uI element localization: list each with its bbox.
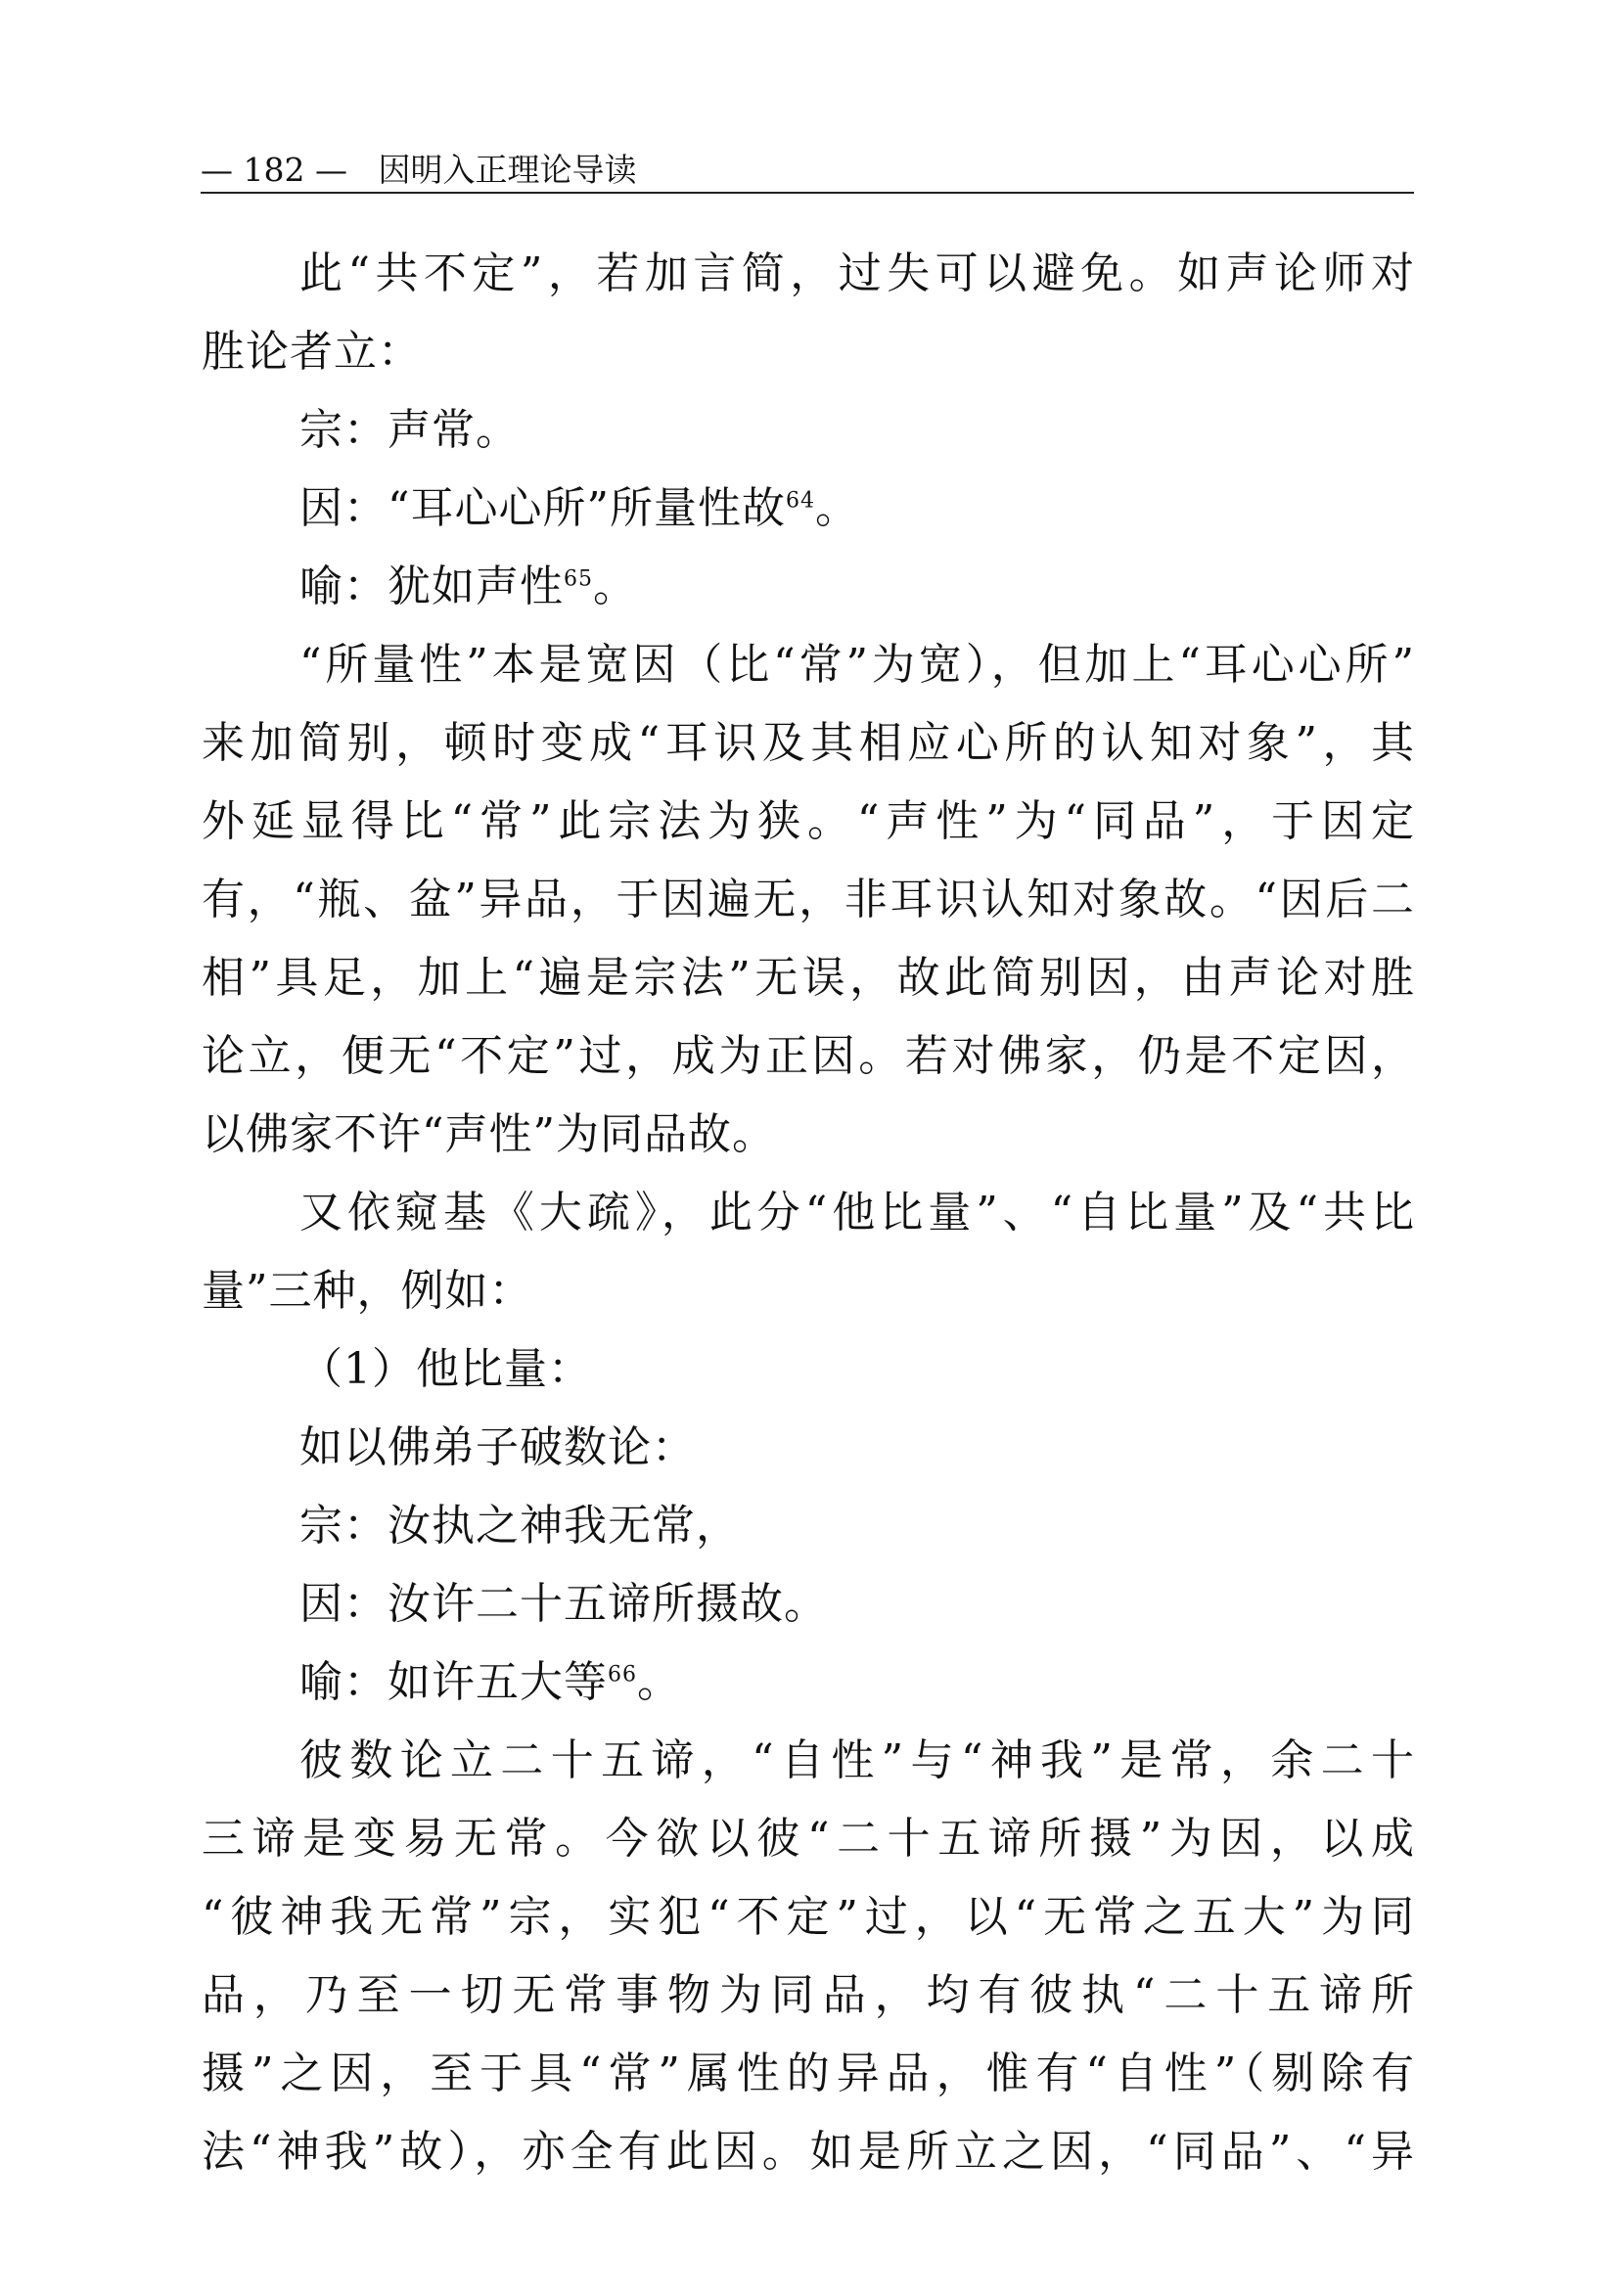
text-line: 来加简别，顿时变成“耳识及其相应心所的认知对象”，其 bbox=[202, 718, 1415, 768]
text-line: 量”三种，例如： bbox=[202, 1266, 533, 1316]
running-header bbox=[201, 145, 636, 191]
text-line: 摄”之因，至于具“常”属性的异品，惟有“自性”（剔除有 bbox=[202, 2048, 1415, 2098]
paragraph bbox=[202, 235, 1415, 313]
syllogism-thesis: 宗：汝执之神我无常， bbox=[299, 1501, 740, 1551]
header-rule bbox=[201, 192, 1414, 194]
text-line: 三谛是变易无常。今欲以彼“二十五谛所摄”为因，以成 bbox=[202, 1814, 1415, 1864]
page-number: — 182 — bbox=[201, 151, 347, 189]
text-line: 论立，便无“不定”过，成为正因。若对佛家，仍是不定因， bbox=[202, 1031, 1415, 1081]
text-line: 外延显得比“常”此宗法为狭。“声性”为“同品”，于因定 bbox=[202, 796, 1415, 846]
text-line: 有，“瓶、盆”异品，于因遍无，非耳识认知对象故。“因后二 bbox=[202, 875, 1415, 924]
text-line: 以佛家不许“声性”为同品故。 bbox=[202, 1109, 776, 1159]
syllogism-example: 喻：如许五大等$^{66}$。 bbox=[299, 1657, 681, 1707]
text-line: “彼神我无常”宗，实犯“不定”过，以“无常之五大”为同 bbox=[202, 1892, 1415, 1942]
book-title: 因明入正理论导读 bbox=[378, 151, 637, 189]
text-line: 如以佛弟子破数论： bbox=[299, 1422, 696, 1472]
paragraph: “所量性”本是宽因（比“常”为宽），但加上“耳心心所” bbox=[299, 640, 1415, 690]
text-line: 胜论者立： bbox=[202, 327, 422, 377]
section-heading: （1）他比量： bbox=[299, 1344, 592, 1394]
text-line: 法“神我”故），亦全有此因。如是所立之因，“同品”、“异 bbox=[202, 2127, 1415, 2177]
footnote-marker: 65 bbox=[564, 566, 593, 592]
syllogism-reason: 因：“耳心心所”所量性故$^{64}$。 bbox=[299, 483, 859, 533]
footnote-marker: 64 bbox=[786, 488, 815, 514]
syllogism-thesis: 宗：声常。 bbox=[299, 405, 520, 455]
body-text bbox=[202, 235, 1415, 2191]
syllogism-reason: 因：汝许二十五谛所摄故。 bbox=[299, 1579, 828, 1629]
text-line: 相”具足，加上“遍是宗法”无误，故此简别因，由声论对胜 bbox=[202, 953, 1415, 1003]
text-line: 此“共不定”，若加言简，过失可以避免。如声论师对 bbox=[299, 248, 1415, 298]
text-line: 品，乃至一切无常事物为同品，均有彼执“二十五谛所 bbox=[202, 1970, 1415, 2020]
paragraph-last-line bbox=[202, 313, 1415, 391]
footnote-marker: 66 bbox=[608, 1662, 637, 1688]
paragraph: 彼数论立二十五谛，“自性”与“神我”是常，余二十 bbox=[299, 1735, 1415, 1785]
syllogism-example: 喻：犹如声性$^{65}$。 bbox=[299, 562, 637, 611]
paragraph: 又依窥基《大疏》，此分“他比量”、“自比量”及“共比 bbox=[299, 1188, 1415, 1238]
